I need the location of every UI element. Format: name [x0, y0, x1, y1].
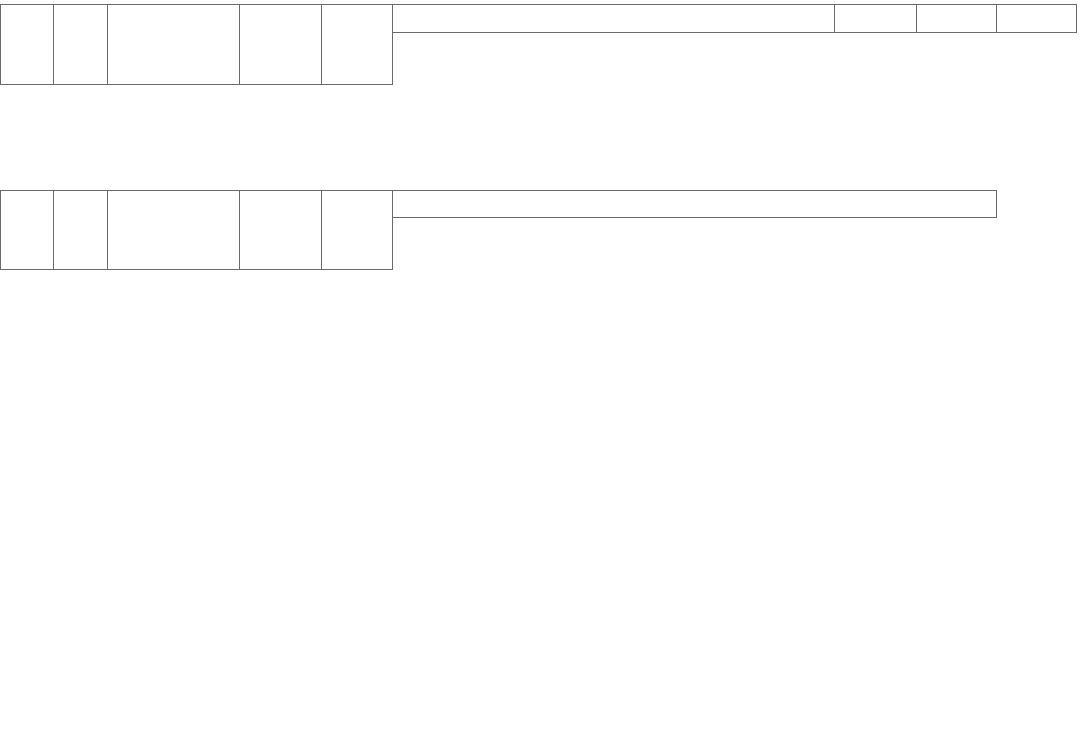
header-major-name [108, 5, 240, 85]
header-major-code [54, 191, 108, 270]
header-blank [917, 5, 997, 33]
header-blank [835, 5, 917, 33]
header-blank [997, 5, 1077, 33]
header-tie-group [393, 5, 835, 33]
header-code [1, 191, 54, 270]
header-min-score [322, 5, 393, 85]
header-major-code [54, 5, 108, 85]
header-tie-group [393, 191, 997, 218]
header-min-rank [240, 191, 322, 270]
admission-table-art [0, 4, 1077, 85]
admission-table-general [0, 190, 997, 270]
header-min-rank [240, 5, 322, 85]
header-code [1, 5, 54, 85]
header-min-score [322, 191, 393, 270]
header-major-name [108, 191, 240, 270]
